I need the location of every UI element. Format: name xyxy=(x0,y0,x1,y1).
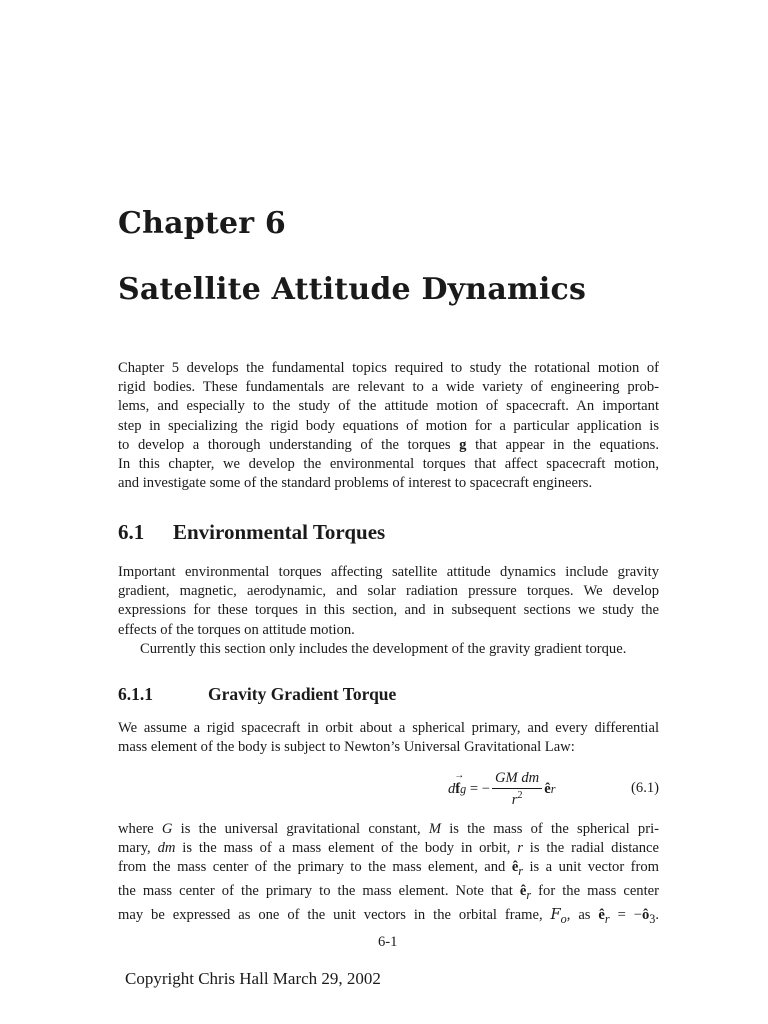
section-title: Environmental Torques xyxy=(173,520,386,544)
chapter-title: Satellite Attitude Dynamics xyxy=(118,272,587,307)
symbol-r: r xyxy=(517,840,523,857)
intro-line: lems, and especially to the study of the attitude motion of spacecraft. An important xyxy=(118,398,659,415)
intro-line: rigid bodies. These fundamentals are relevant to a wide variety of engineering prob- xyxy=(118,379,659,396)
eq-denominator xyxy=(512,789,523,809)
section-line: expressions for these torques in this section, and in subsequent sections we study the xyxy=(118,602,659,619)
equation-number: (6.1) xyxy=(631,780,659,796)
subsection-number: 6.1.1 xyxy=(118,684,153,704)
eq-unit-vector: ê xyxy=(544,780,551,797)
text: is the universal gravitational constant, xyxy=(172,821,429,837)
after-eq-line xyxy=(118,839,659,858)
section-line: Currently this section only includes the development of the gravity gradient torque. xyxy=(140,640,627,657)
eq-force-vector: f → xyxy=(454,769,465,797)
chapter-label: Chapter 6 xyxy=(118,206,286,241)
text: , as xyxy=(566,906,599,923)
subscript: r xyxy=(604,911,610,926)
intro-line: In this chapter, we develop the environmental torques that affect spacecraft motion, xyxy=(118,456,659,473)
subscript: 3 xyxy=(649,911,656,926)
text: = − xyxy=(609,906,642,923)
symbol-M: M xyxy=(428,821,441,837)
symbol-e-hat: ê xyxy=(511,859,519,876)
after-eq-line xyxy=(118,820,659,839)
text: for the mass center xyxy=(531,882,659,899)
eq-equals: = − xyxy=(469,780,491,797)
intro-text: to develop a thorough understanding of the torques xyxy=(118,436,451,453)
intro-text: that appear in the equations. xyxy=(475,436,660,453)
symbol-G: G xyxy=(161,821,173,837)
vector-arrow-icon: → xyxy=(454,769,465,781)
after-eq-line xyxy=(118,882,659,905)
text: may be expressed as one of the unit vectors in the orbital frame, xyxy=(118,906,551,923)
torque-symbol: g xyxy=(459,436,467,453)
page-number: 6-1 xyxy=(378,934,398,950)
section-heading xyxy=(118,520,385,545)
subscript: r xyxy=(518,864,524,879)
intro-line xyxy=(118,436,659,455)
after-eq-line xyxy=(118,905,659,929)
subscript: r xyxy=(526,887,532,902)
equation-body xyxy=(448,770,555,809)
section-number: 6.1 xyxy=(118,520,145,544)
eq-unit-vector-sub: r xyxy=(550,781,556,796)
eq-d: d xyxy=(448,780,456,797)
text: is the mass of the spherical pri- xyxy=(440,821,659,837)
text: mary, xyxy=(118,840,158,857)
eq-numerator: GM dm xyxy=(492,770,542,789)
symbol-o-hat: ô xyxy=(641,906,650,923)
symbol-frame-F: F xyxy=(550,905,561,923)
subsection-line: We assume a rigid spacecraft in orbit about a spherical primary, and every differential xyxy=(118,720,659,736)
section-line: Important environmental torques affecting satellite attitude dynamics include gravity xyxy=(118,564,659,580)
subscript: o xyxy=(560,911,567,926)
section-paragraph xyxy=(118,563,659,659)
subsection-line: mass element of the body is subject to Newton’s Universal Gravitational Law: xyxy=(118,739,575,756)
intro-line: Chapter 5 develops the fundamental topics required to study the rotational motion of xyxy=(118,360,659,376)
after-eq-line xyxy=(118,858,659,881)
text: . xyxy=(655,906,659,923)
equation-6-1 xyxy=(118,768,659,810)
text: is the radial distance xyxy=(522,840,659,857)
subsection-heading xyxy=(118,684,396,705)
eq-denominator-base: r xyxy=(511,791,518,808)
text: the mass center of the primary to the mass element. Note that xyxy=(118,882,520,899)
intro-line: and investigate some of the standard problems of interest to spacecraft engineers. xyxy=(118,475,593,492)
text: is a unit vector from xyxy=(523,859,659,876)
section-line: gradient, magnetic, aerodynamic, and solar radiation pressure torques. We develop xyxy=(118,583,659,600)
symbol-e-hat: ê xyxy=(598,906,605,923)
after-equation-paragraph xyxy=(118,820,659,929)
subsection-paragraph xyxy=(118,719,659,757)
eq-fraction xyxy=(492,770,542,809)
symbol-dm: dm xyxy=(157,840,176,857)
intro-paragraph xyxy=(118,359,659,493)
text: is the mass of a mass element of the body in orbit, xyxy=(175,840,518,857)
copyright-notice: Copyright Chris Hall March 29, 2002 xyxy=(125,969,381,988)
intro-line: step in specializing the rigid body equations of motion for a particular application is xyxy=(118,417,659,434)
eq-force-sub: g xyxy=(460,781,467,796)
section-line: effects of the torques on attitude motion. xyxy=(118,621,355,638)
symbol-e-hat: ê xyxy=(519,882,527,899)
text: from the mass center of the primary to the mass element, and xyxy=(118,859,512,876)
text: where xyxy=(118,821,162,837)
subsection-title: Gravity Gradient Torque xyxy=(208,684,397,704)
eq-denominator-exp: 2 xyxy=(517,790,523,801)
